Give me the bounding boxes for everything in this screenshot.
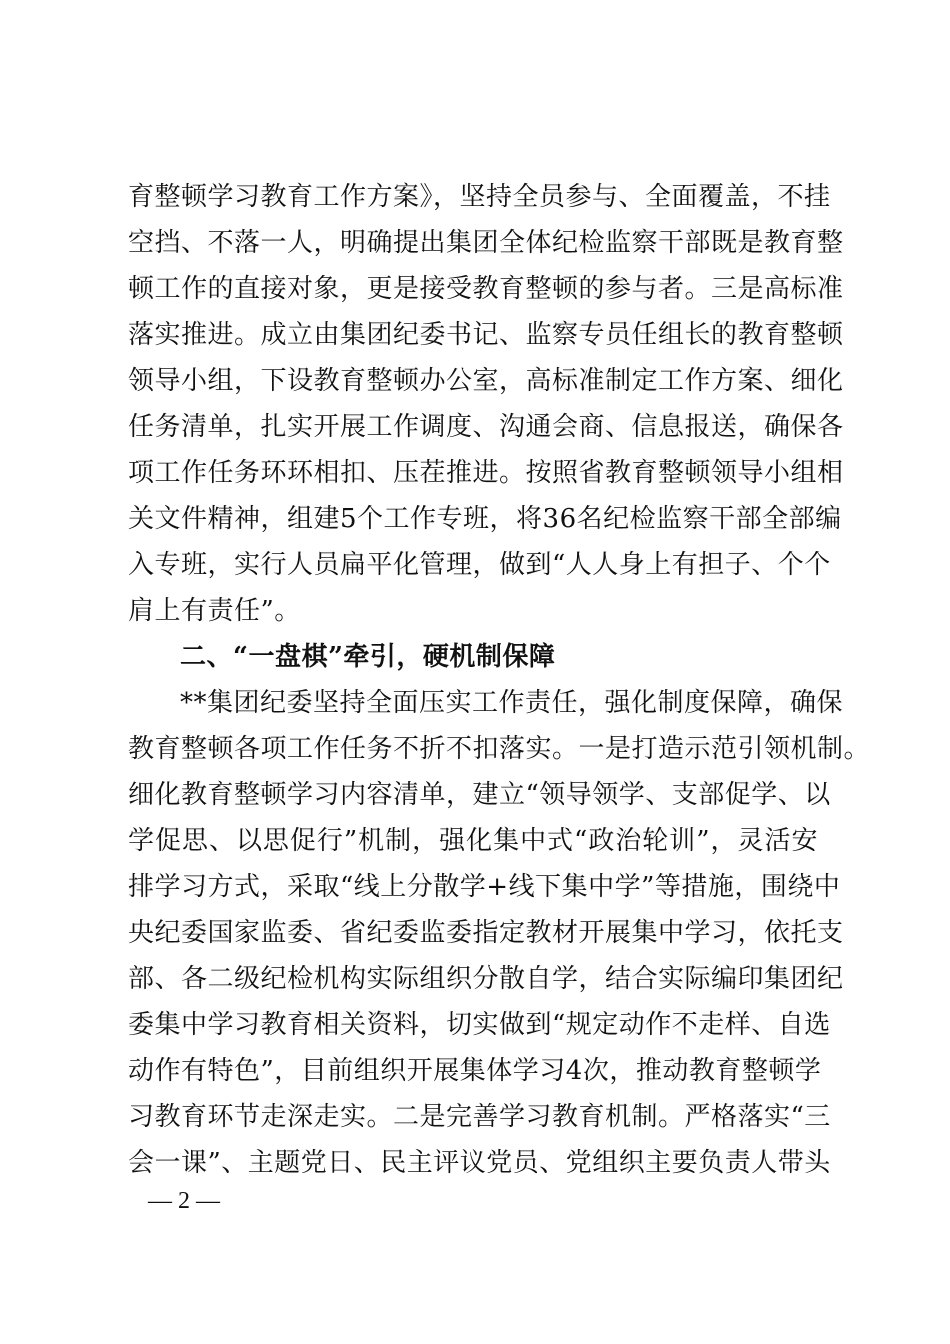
body-line: 会一课”、主题党日、民主评议党员、党组织主要负责人带头: [128, 1148, 831, 1178]
body-line: 入专班，实行人员扁平化管理，做到“人人身上有担子、个个: [128, 550, 831, 580]
body-line: 习教育环节走深走实。二是完善学习教育机制。严格落实“三: [128, 1102, 831, 1132]
page-number: — 2 —: [148, 1188, 220, 1214]
body-line: 任务清单，扎实开展工作调度、沟通会商、信息报送，确保各: [128, 412, 844, 442]
body-line: 排学习方式，采取“线上分散学+线下集中学”等措施，围绕中: [128, 872, 841, 902]
body-line: **集团纪委坚持全面压实工作责任，强化制度保障，确保: [180, 688, 844, 718]
body-line: 项工作任务环环相扣、压茬推进。按照省教育整顿领导小组相: [128, 458, 844, 488]
body-line: 动作有特色”，目前组织开展集体学习4次，推动教育整顿学: [128, 1056, 822, 1086]
body-line: 委集中学习教育相关资料，切实做到“规定动作不走样、自选: [128, 1010, 831, 1040]
body-line: 关文件精神，组建5个工作专班，将36名纪检监察干部全部编: [128, 504, 842, 534]
body-line: 落实推进。成立由集团纪委书记、监察专员任组长的教育整顿: [128, 320, 844, 350]
body-line: 育整顿学习教育工作方案》，坚持全员参与、全面覆盖，不挂: [128, 182, 831, 212]
section-heading: 二、“一盘棋”牵引，硬机制保障: [180, 642, 556, 672]
body-line: 空挡、不落一人，明确提出集团全体纪检监察干部既是教育整: [128, 228, 844, 258]
body-line: 顿工作的直接对象，更是接受教育整顿的参与者。三是高标准: [128, 274, 844, 304]
body-line: 教育整顿各项工作任务不折不扣落实。一是打造示范引领机制。: [128, 734, 871, 764]
body-line: 学促思、以思促行”机制，强化集中式“政治轮训”，灵活安: [128, 826, 818, 856]
body-line: 细化教育整顿学习内容清单，建立“领导领学、支部促学、以: [128, 780, 831, 810]
body-line: 肩上有责任”。: [128, 596, 301, 626]
body-line: 领导小组，下设教育整顿办公室，高标准制定工作方案、细化: [128, 366, 844, 396]
body-line: 央纪委国家监委、省纪委监委指定教材开展集中学习，依托支: [128, 918, 844, 948]
body-line: 部、各二级纪检机构实际组织分散自学，结合实际编印集团纪: [128, 964, 844, 994]
